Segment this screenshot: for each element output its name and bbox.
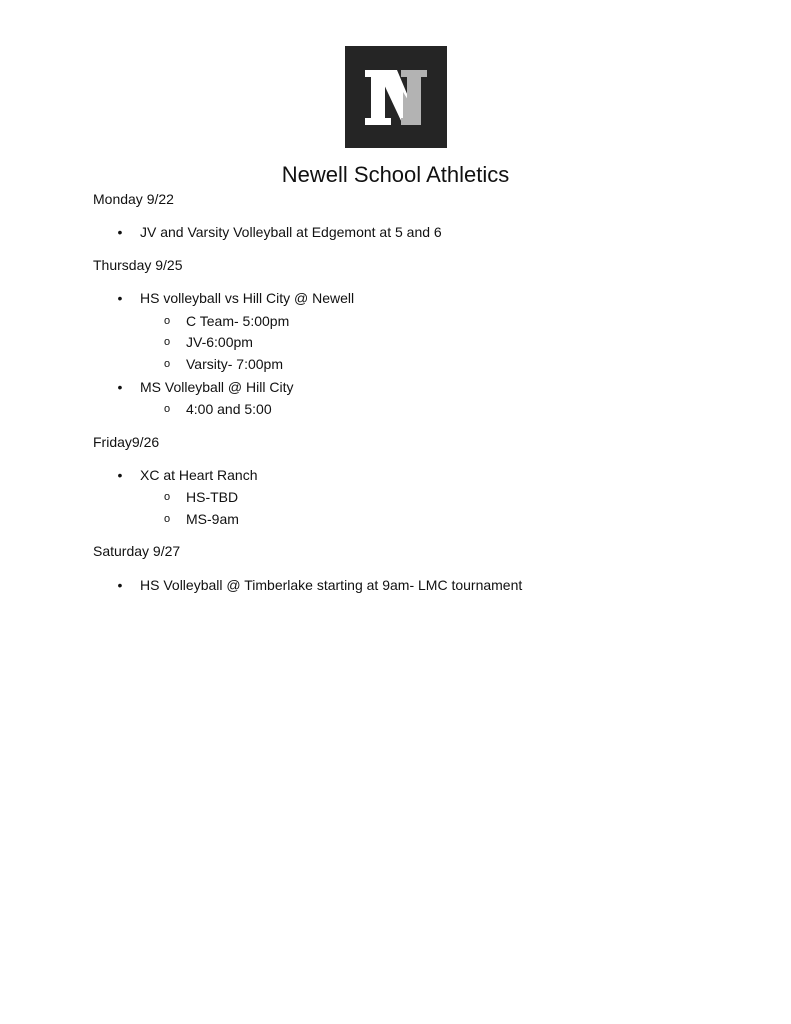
sub-list-item [163,332,253,352]
sub-list-item [163,509,239,529]
bullet-icon: • [117,224,123,240]
sub-list-item-text: MS-9am [186,511,239,527]
sub-list-item-text: Varsity- 7:00pm [186,356,283,372]
sub-list-item [163,399,272,419]
day-heading-monday: Monday 9/22 [93,191,174,207]
list-item-text: MS Volleyball @ Hill City [140,379,294,395]
day-heading-saturday: Saturday 9/27 [93,543,181,559]
sub-list-item [163,487,239,507]
list-item [117,222,442,242]
list-item-text: HS volleyball vs Hill City @ Newell [140,290,355,306]
list-item-text: JV and Varsity Volleyball at Edgemont at 5 and 6 [140,224,442,240]
page-title: Newell School Athletics [281,162,510,187]
list-item [117,377,294,397]
bullet-icon: • [117,467,123,483]
hollow-bullet-icon: o [163,491,171,503]
sub-list-item-text: HS-TBD [186,489,239,505]
bullet-icon: • [117,290,123,306]
hollow-bullet-icon: o [163,336,171,348]
list-item [117,465,258,485]
sub-list-item [163,311,290,331]
bullet-icon: • [117,577,123,593]
newell-logo [345,46,447,148]
n-logo-icon [345,46,447,148]
day-heading-thursday: Thursday 9/25 [93,257,183,273]
hollow-bullet-icon: o [163,513,171,525]
hollow-bullet-icon: o [163,403,171,415]
list-item-text: XC at Heart Ranch [140,467,258,483]
list-item-text: HS Volleyball @ Timberlake starting at 9am- LMC tournament [140,577,523,593]
list-item [117,575,523,595]
day-heading-friday: Friday9/26 [93,434,160,450]
hollow-bullet-icon: o [163,315,171,327]
bullet-icon: • [117,379,123,395]
sub-list-item-text: 4:00 and 5:00 [186,401,272,417]
list-item [117,288,355,308]
sub-list-item-text: C Team- 5:00pm [186,313,290,329]
hollow-bullet-icon: o [163,358,171,370]
sub-list-item-text: JV-6:00pm [186,334,253,350]
sub-list-item [163,354,283,374]
